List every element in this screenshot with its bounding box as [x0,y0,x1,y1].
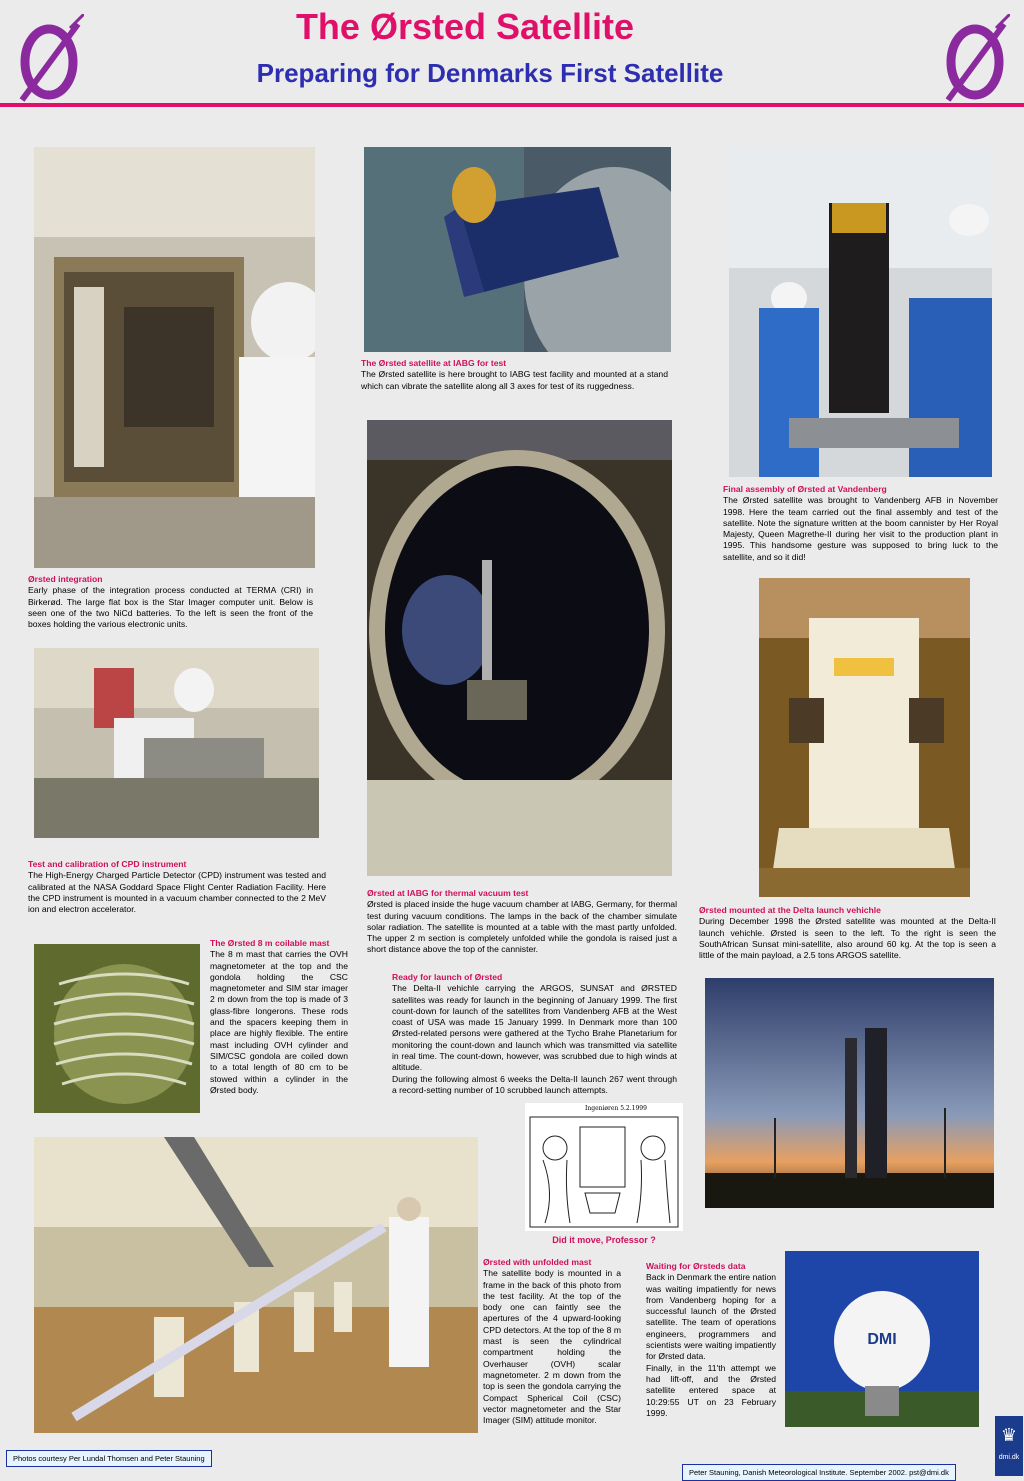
caption-iabg-test [361,358,668,392]
caption-mast [210,938,348,1096]
caption-waiting [646,1261,776,1419]
caption-heading: Ready for launch of Ørsted [392,972,503,982]
photo-cpd-calibration [34,648,319,838]
caption-integration [28,574,313,630]
photo-coiled-mast [34,944,200,1113]
dmi-badge [995,1416,1023,1476]
caption-delta-mounted [699,905,996,961]
photo-delta-mounted [759,578,970,897]
poster-title: The Ørsted Satellite [295,6,635,47]
radome-dmi-text: DMI [867,1331,897,1348]
photo-integration [34,147,315,568]
cartoon-caption: Did it move, Professor ? [552,1235,656,1245]
caption-body: Back in Denmark the entire nation was waiting impatiently for news from Vandenberg hoping for a successful launch of the Ørsted satellite. The team of operations engineers, programmers and scientists were waiting impatiently for Ørsted data. [646,1272,776,1362]
caption-heading: The Ørsted 8 m coilable mast [210,938,330,948]
photo-dmi-radome [785,1251,979,1427]
dmi-badge-label: dmi.dk [998,1454,1020,1461]
photo-credit: Photos courtesy Per Lundal Thomsen and Peter Stauning [6,1450,212,1467]
caption-body: The Delta-II vehichle carrying the ARGOS, SUNSAT and ØRSTED satellites was ready for launch in the beginning of January 1999. The first count-down for launch of the satellites from Vandenberg AFB at the West coast of USA was made 15 January 1999. In Denmark more than 100 Ørsted-related persons were gathered at the Tycho Brahe Planetarium for monitoring the count-down and launch which was transmitted via satellite in real time. The count-down, however, was scrubbed due to high winds at altitude. [392,983,677,1073]
caption-cpd [28,859,326,915]
caption-vandenberg [723,484,998,563]
caption-heading: Ørsted at IABG for thermal vacuum test [367,888,529,898]
caption-body-continued: Finally, in the 11'th attempt we had lift-off, and the Ørsted satellite entered space at 10:29:55 UT on 23 February 1999. [646,1362,776,1418]
caption-heading: The Ørsted satellite at IABG for test [361,358,507,368]
crown-icon: ♛ [1000,1425,1018,1445]
caption-heading: Ørsted with unfolded mast [483,1257,592,1267]
photo-iabg-satellite [364,147,671,352]
caption-body-continued: During the following almost 6 weeks the Delta-II launch 267 went through a record-setting number of 10 scrubbed launch attempts. [392,1073,677,1095]
caption-body: The 8 m mast that carries the OVH magnetometer at the top and the gondola holding the CSC magnetometer and SIM star imager 2 m down from the top is made of 3 glass-fibre longerons. These rods and the spacers keeping them in place are highly flexible. The entire mast including OVH cylinder and SIM/CSC gondola are coiled down to a total length of 80 cm to be stowed within a cylinder in the Ørsted body. [210,949,348,1095]
photo-vacuum-chamber [367,420,672,876]
caption-heading: Ørsted integration [28,574,103,584]
caption-heading: Final assembly of Ørsted at Vandenberg [723,484,887,494]
poster-subtitle: Preparing for Denmarks First Satellite [256,58,724,88]
caption-heading: Test and calibration of CPD instrument [28,859,187,869]
caption-heading: Ørsted mounted at the Delta launch vehichle [699,905,881,915]
caption-body: The High-Energy Charged Particle Detector (CPD) instrument was tested and calibrated at the NASA Goddard Space Flight Center Radiation Facility. Here the CPD instrument is mounted in a vacuum chamber connected to the 2 MeV ion and electron accelerator. [28,870,326,915]
cartoon-inscription: Ingeniøren 5.2.1999 [585,1105,647,1112]
caption-body: Early phase of the integration process conducted at TERMA (CRI) in Birkerød. The large flat box is the Star Imager computer unit. Below is seen one of the two NiCd batteries. To the left is seen the front of the boxes holding the various electronic units. [28,585,313,630]
caption-thermal-vacuum [367,888,677,956]
photo-launch-pad [705,978,994,1208]
orsted-logo-left [14,14,84,104]
caption-body: Ørsted is placed inside the huge vacuum chamber at IABG, Germany, for thermal test during vacuum conditions. The lamps in the back of the chamber simulate solar radiation. The satellite is mounted at a table with the mast partly unfolded. The upper 2 m section is completely unfolded while the gondola is raised just a short distance above the top of the cannister. [367,899,677,955]
orsted-logo-right [940,14,1010,104]
caption-body: During December 1998 the Ørsted satellite was mounted at the Delta-II launch vehichle. Ørsted is seen to the left. To the right is seen the SouthAfrican Sunsat mini-satellite, also around 60 kg. At the top is seen a little of the main payload, a 2.5 tons ARGOS satellite. [699,916,996,961]
photo-unfolded-mast [34,1137,478,1433]
photo-vandenberg-assembly [729,148,992,477]
author-credit: Peter Stauning, Danish Meteorological Institute. September 2002. pst@dmi.dk [682,1464,956,1481]
caption-body: The Ørsted satellite is here brought to IABG test facility and mounted at a stand which can vibrate the satellite along all 3 axes for test of its ruggedness. [361,369,668,391]
caption-body: The satellite body is mounted in a frame in the back of this photo from the test facility. At the top of the body one can faintly see the apertures of the 4 upward-looking CPD detectors. At the top of the 8 m mast is seen the cylindrical compartment holding the Overhauser (OVH) scalar magnetometer. 2 m down from the top is seen the gondola carrying the Compact Spherical Coil (CSC) vector magnetometer and the Star Imager (SIM) attitude monitor. [483,1268,621,1426]
caption-ready-launch [392,972,677,1096]
header-divider [0,103,1024,107]
caption-unfolded-mast [483,1257,621,1426]
caption-body: The Ørsted satellite was brought to Vandenberg AFB in November 1998. Here the team carried out the final assembly and test of the satellite. Note the signature written at the boom cannister by Her Royal Majesty, Queen Magrethe-II during her visit to the production plant in 1995. This handsome gesture was supposed to bring luck to the satellite, and so it did! [723,495,998,562]
cartoon-professor [525,1103,683,1231]
caption-heading: Waiting for Ørsteds data [646,1261,746,1271]
